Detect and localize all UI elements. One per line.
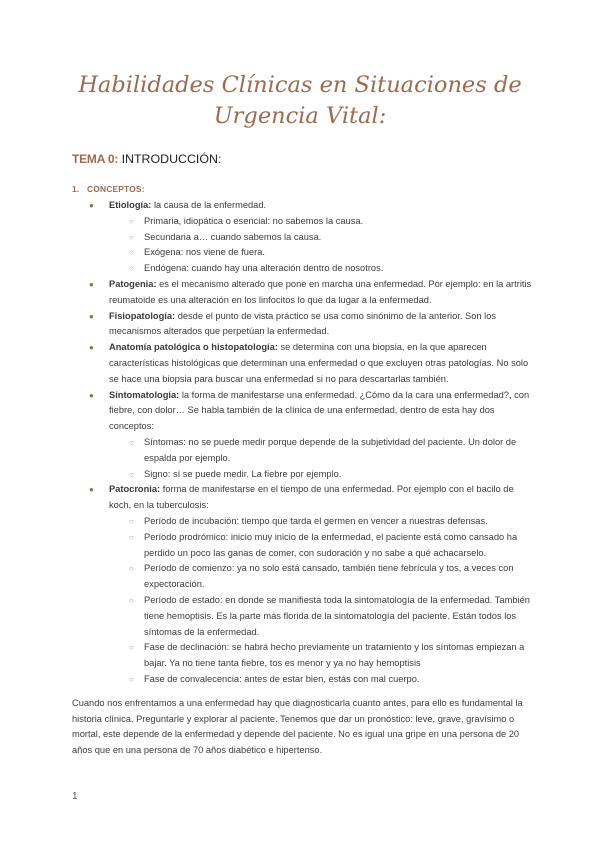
- sub-list-item: [72, 261, 534, 277]
- hollow-bullet-icon: ○: [129, 595, 134, 605]
- topic-heading: [72, 152, 221, 166]
- topic-label: TEMA 0:: [72, 152, 119, 166]
- hollow-bullet-icon: ○: [129, 643, 134, 653]
- sub-list-item: [72, 640, 534, 672]
- sub-item-text: Período de comienzo: ya no solo está cansado, también tiene febrícula y tos, a veces con expectoración.: [144, 563, 514, 590]
- section-heading: [72, 184, 145, 194]
- hollow-bullet-icon: ○: [129, 564, 134, 574]
- sub-item-text: Endógena: cuando hay una alteración dentro de nosotros.: [144, 263, 384, 274]
- sub-list-item: [72, 672, 534, 688]
- hollow-bullet-icon: ○: [129, 232, 134, 242]
- concept-definition: desde el punto de vista práctico se usa como sinónimo de la anterior. Son los mecanismos alterados que perpetúan la enfermedad.: [109, 310, 497, 337]
- sub-item-text: Período de estado: en donde se manifiesta toda la sintomatología de la enfermedad. También tiene hemoptisis. Es la parte más florida de la sintomatología del paciente. Están todos los síntomas de la enfermedad.: [144, 594, 530, 637]
- sub-item-text: Período de incubación: tiempo que tarda el germen en vencer a nuestras defensas.: [144, 515, 488, 526]
- concept-term: Patocronia:: [109, 484, 161, 495]
- bullet-icon: ●: [89, 390, 94, 400]
- sub-list-item: [72, 467, 534, 483]
- concept-definition: es el mecanismo alterado que pone en marcha una enfermedad. Por ejemplo: en la artritis reumatoide es una alteración en los linfocitos lo que da lugar a la enfermedad.: [109, 278, 532, 305]
- hollow-bullet-icon: ○: [129, 216, 134, 226]
- sub-list-item: [72, 593, 534, 640]
- concept-definition: la forma de manifestarse una enfermedad. ¿Cómo da la cara una enfermedad?, con fiebre, con dolor… Se habla también de la clínica de una enfermedad, dentro de esta hay dos conceptos:: [109, 389, 530, 432]
- bullet-icon: ●: [89, 485, 94, 495]
- sub-list-item: [72, 245, 534, 261]
- concept-term: Fisiopatología:: [109, 310, 176, 321]
- concept-term: Patogenia:: [109, 278, 157, 289]
- concept-definition: forma de manifestarse en el tiempo de una enfermedad. Por ejemplo con el bacilo de koch, en la tuberculosis:: [109, 484, 514, 511]
- hollow-bullet-icon: ○: [129, 469, 134, 479]
- bullet-icon: ●: [89, 201, 94, 210]
- concept-term: Anatomía patológica o histopatología:: [109, 342, 278, 353]
- concept-list: [72, 198, 534, 688]
- concepts-body: [72, 198, 534, 768]
- bullet-icon: ●: [89, 279, 94, 289]
- topic-text: INTRODUCCIÓN:: [118, 152, 222, 166]
- sub-list-item: [72, 530, 534, 562]
- concept-list-item: [72, 388, 534, 435]
- concept-definition: la causa de la enfermedad.: [151, 200, 267, 210]
- concept-list-item: [72, 340, 534, 387]
- section-number: 1.: [72, 184, 80, 194]
- hollow-bullet-icon: ○: [129, 532, 134, 542]
- sub-item-text: Primaria, idiopática o esencial: no sabemos la causa.: [144, 215, 364, 226]
- concept-definition: se determina con una biopsia, en la que aparecen características histológicas que determinan una enfermedad o que excluyen otras patologías. No solo se hace una biopsia para buscar una enfermedad si no para descartarlas también.: [109, 342, 529, 384]
- hollow-bullet-icon: ○: [129, 437, 134, 447]
- concept-list-item: [72, 482, 534, 514]
- sub-item-text: Fase de convalecencia: antes de estar bien, estás con mal cuerpo.: [144, 673, 420, 684]
- sub-item-text: Signo: sí se puede medir. La fiebre por ejemplo.: [144, 468, 342, 479]
- concept-list-item: [72, 277, 534, 309]
- sub-item-text: Exógena: nos viene de fuera.: [144, 247, 265, 258]
- concept-term: Sintomatología:: [109, 389, 180, 400]
- page-number: 1: [72, 791, 78, 802]
- sub-item-text: Secundaria a… cuando sabemos la causa.: [144, 231, 322, 242]
- concept-list-item: [72, 309, 534, 341]
- sub-item-text: Período prodrómico: inicio muy inicio de la enfermedad, el paciente está como cansado ha perdido un poco las ganas de comer, con sudoración y no sabe a qué achacarselo.: [144, 531, 518, 558]
- sub-list-item: [72, 435, 534, 467]
- section-title: CONCEPTOS:: [87, 184, 145, 194]
- sub-item-text: Síntomas: no se puede medir porque depende de la subjetividad del paciente. Un dolor de espalda por ejemplo.: [144, 436, 517, 463]
- bullet-icon: ●: [89, 311, 94, 321]
- sub-list-item: [72, 514, 534, 530]
- bullet-icon: ●: [89, 343, 94, 353]
- sub-list-item: [72, 214, 534, 230]
- sub-item-text: Fase de declinación: se habrá hecho previamente un tratamiento y los síntomas empiezan a bajar. Ya no tiene tanta fiebre, tos es menor y ya no hay hemoptisis: [144, 642, 525, 669]
- sub-list-item: [72, 561, 534, 593]
- hollow-bullet-icon: ○: [129, 264, 134, 274]
- document-title: Habilidades Clínicas en Situaciones de Urgencia Vital:: [78, 72, 522, 129]
- hollow-bullet-icon: ○: [129, 248, 134, 258]
- concept-term: Etiología:: [109, 200, 152, 210]
- concept-list-item: [72, 198, 534, 214]
- hollow-bullet-icon: ○: [129, 516, 134, 526]
- closing-paragraph: Cuando nos enfrentamos a una enfermedad hay que diagnosticarla cuanto antes, para ello es fundamental la historia clínica. Preguntarle y explorar al paciente. Tenemos que dar un pronóstico: leve, grave, gravísimo o mortal, este depende de la enfermedad y depende del paciente. No es igual una gripe en una persona de 20 años que en una persona de 70 años diabético e hipertenso.: [72, 697, 523, 756]
- hollow-bullet-icon: ○: [129, 674, 134, 684]
- sub-list-item: [72, 230, 534, 246]
